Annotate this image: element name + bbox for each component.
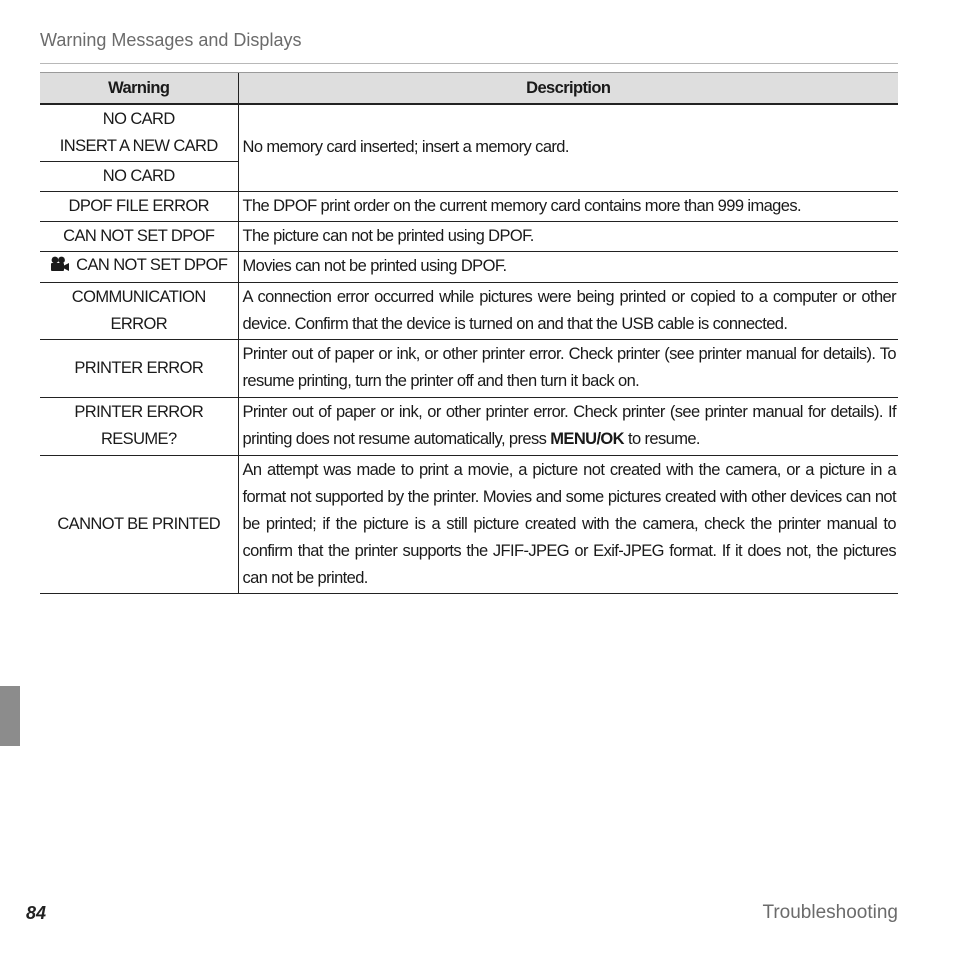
description-text: to resume. [623, 430, 700, 448]
warning-cell: CANNOT BE PRINTED [40, 455, 238, 593]
warning-cell [40, 251, 238, 282]
section-side-tab [0, 686, 20, 746]
table-row [40, 455, 898, 593]
table-row [40, 339, 898, 397]
warning-text: CAN NOT SET DPOF [76, 256, 228, 274]
warning-cell: DPOF FILE ERROR [40, 191, 238, 221]
column-header-warning: Warning [40, 73, 238, 105]
warning-cell: CAN NOT SET DPOF [40, 221, 238, 251]
description-cell: The DPOF print order on the current memory card contains more than 999 images. [238, 191, 898, 221]
warning-cell: NO CARD [40, 161, 238, 191]
warning-text: INSERT A NEW CARD [59, 136, 218, 155]
page-header-title: Warning Messages and Displays [40, 30, 302, 50]
column-header-description: Description [238, 73, 898, 105]
description-cell: An attempt was made to print a movie, a picture not created with the camera, or a picture in a format not supported by the printer. Movies and some pictures created with other devices can not be printed; if the picture is a still picture created with the camera, check the printer manual to confirm that the printer supports the JFIF-JPEG or Exif-JPEG format. If it does not, the pictures can not be printed. [238, 455, 898, 593]
description-cell [238, 397, 898, 455]
menu-ok-button-label: MENU/OK [550, 430, 624, 448]
table-row [40, 251, 898, 282]
page-number: 84 [26, 903, 47, 923]
table-row [40, 397, 898, 455]
description-cell: A connection error occurred while pictures were being printed or copied to a computer or other device. Confirm that the device is turned on and that the USB cable is connected. [238, 282, 898, 339]
description-cell: No memory card inserted; insert a memory card. [238, 104, 898, 191]
table-row [40, 282, 898, 339]
warning-cell: COMMUNICATION ERROR [40, 282, 238, 339]
description-cell: The picture can not be printed using DPOF. [238, 221, 898, 251]
table-row [40, 191, 898, 221]
table-row [40, 104, 898, 161]
warning-cell [40, 397, 238, 455]
description-text: Printer out of paper or ink, or other printer error. Check printer (see printer manual for details). If printing does not resume automatically, press [242, 403, 896, 448]
table-row [40, 221, 898, 251]
movie-camera-icon [50, 254, 70, 281]
warning-messages-table [40, 72, 898, 594]
warning-cell [40, 104, 238, 161]
warning-text: NO CARD [102, 109, 175, 128]
table-header-row [40, 73, 898, 105]
warning-text: PRINTER ERROR [74, 403, 204, 421]
warning-text: RESUME? [100, 430, 177, 448]
description-cell: Printer out of paper or ink, or other printer error. Check printer (see printer manual for details). To resume printing, turn the printer off and then turn it back on. [238, 339, 898, 397]
footer-section-name: Troubleshooting [762, 902, 898, 923]
header-divider [40, 63, 898, 64]
warning-cell: PRINTER ERROR [40, 339, 238, 397]
description-cell: Movies can not be printed using DPOF. [238, 251, 898, 282]
